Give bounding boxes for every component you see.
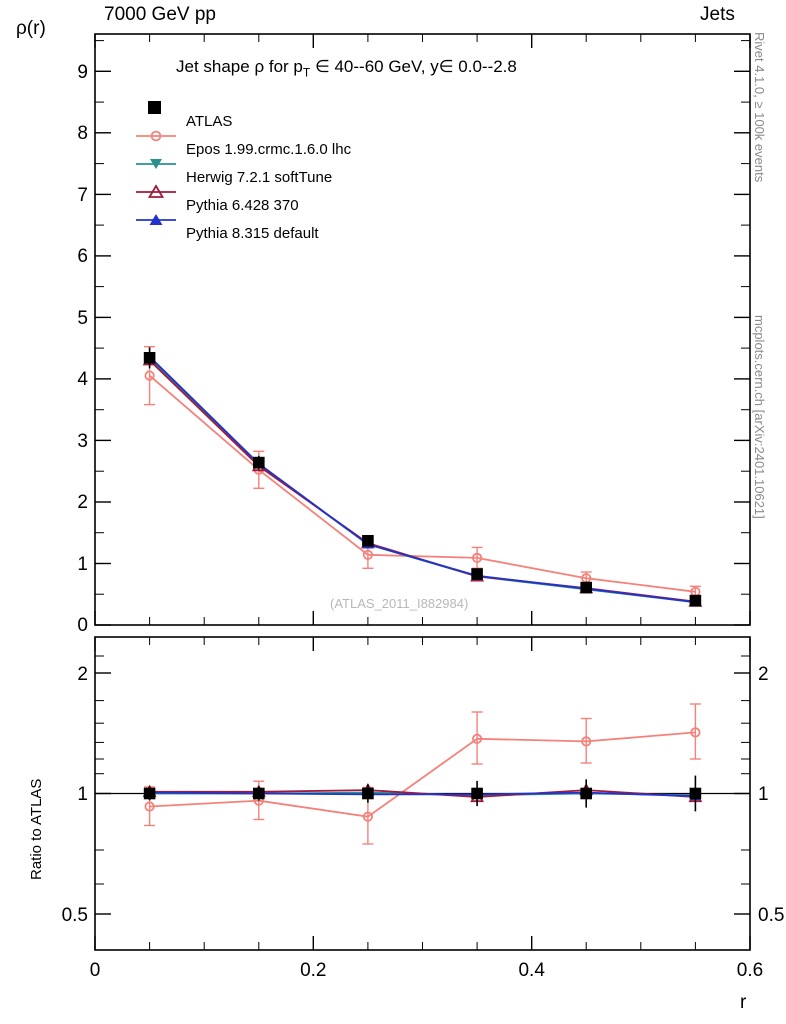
legend-label-2: Herwig 7.2.1 softTune (186, 169, 333, 186)
svg-text:0.6: 0.6 (736, 960, 764, 981)
main-panel-frame (95, 34, 750, 625)
x-axis-label: r (740, 992, 747, 1013)
title-rho: ρ (254, 57, 265, 76)
svg-text:2: 2 (77, 664, 88, 685)
svg-text:4: 4 (77, 369, 88, 390)
header-right: Jets (700, 4, 735, 25)
x-tick-labels (90, 960, 764, 981)
title-pre: Jet shape (176, 57, 255, 76)
svg-text:8: 8 (77, 123, 88, 144)
svg-text:9: 9 (77, 62, 88, 83)
svg-text:0.5: 0.5 (61, 905, 88, 926)
svg-text:3: 3 (77, 431, 88, 452)
svg-text:0: 0 (89, 960, 101, 981)
legend (136, 101, 176, 225)
legend-marker-epos (136, 132, 176, 141)
ratio-series-pythia8 (144, 787, 701, 800)
svg-text:0: 0 (77, 615, 88, 636)
legend-label-1: Epos 1.99.crmc.1.6.0 lhc (186, 141, 352, 158)
series-pythia6 (144, 355, 701, 606)
svg-text:0.2: 0.2 (300, 960, 327, 981)
legend-label-4: Pythia 8.315 default (186, 225, 319, 242)
svg-text:2: 2 (77, 492, 88, 513)
svg-text:0.4: 0.4 (518, 960, 545, 981)
svg-text:0.5: 0.5 (758, 905, 785, 926)
ratio-series-epos (144, 704, 701, 844)
svg-text:2: 2 (758, 664, 769, 685)
legend-marker-pythia8 (136, 214, 176, 225)
series-atlas (145, 347, 701, 605)
series-herwig (145, 353, 701, 606)
main-y-tick-labels (77, 62, 88, 636)
main-y-ticks (95, 34, 750, 625)
legend-marker-herwig (136, 159, 176, 169)
title-mid: for p (264, 57, 303, 76)
svg-text:1: 1 (758, 784, 769, 805)
rivet-version-label: Rivet 4.1.0, ≥ 100k events (752, 32, 767, 183)
legend-label-0: ATLAS (186, 113, 233, 130)
legend-marker-atlas (148, 101, 161, 114)
legend-marker-pythia6 (136, 186, 176, 197)
svg-text:7: 7 (77, 185, 88, 206)
series-pythia8 (144, 351, 701, 606)
svg-text:1: 1 (77, 784, 88, 805)
y-axis-label: ρ(r) (16, 18, 46, 39)
legend-label-3: Pythia 6.428 370 (186, 197, 299, 214)
svg-text:5: 5 (77, 308, 88, 329)
header-left: 7000 GeV pp (104, 4, 216, 25)
svg-text:6: 6 (77, 246, 88, 267)
ratio-y-axis-label: Ratio to ATLAS (28, 778, 45, 880)
dataset-watermark: (ATLAS_2011_I882984) (330, 596, 469, 611)
title-sub: T (302, 65, 311, 80)
title-post: ∈ 40--60 GeV, y∈ 0.0--2.8 (310, 57, 517, 76)
arxiv-label: mcplots.cern.ch [arXiv:2401.10621] (752, 315, 767, 519)
svg-text:1: 1 (77, 554, 88, 575)
